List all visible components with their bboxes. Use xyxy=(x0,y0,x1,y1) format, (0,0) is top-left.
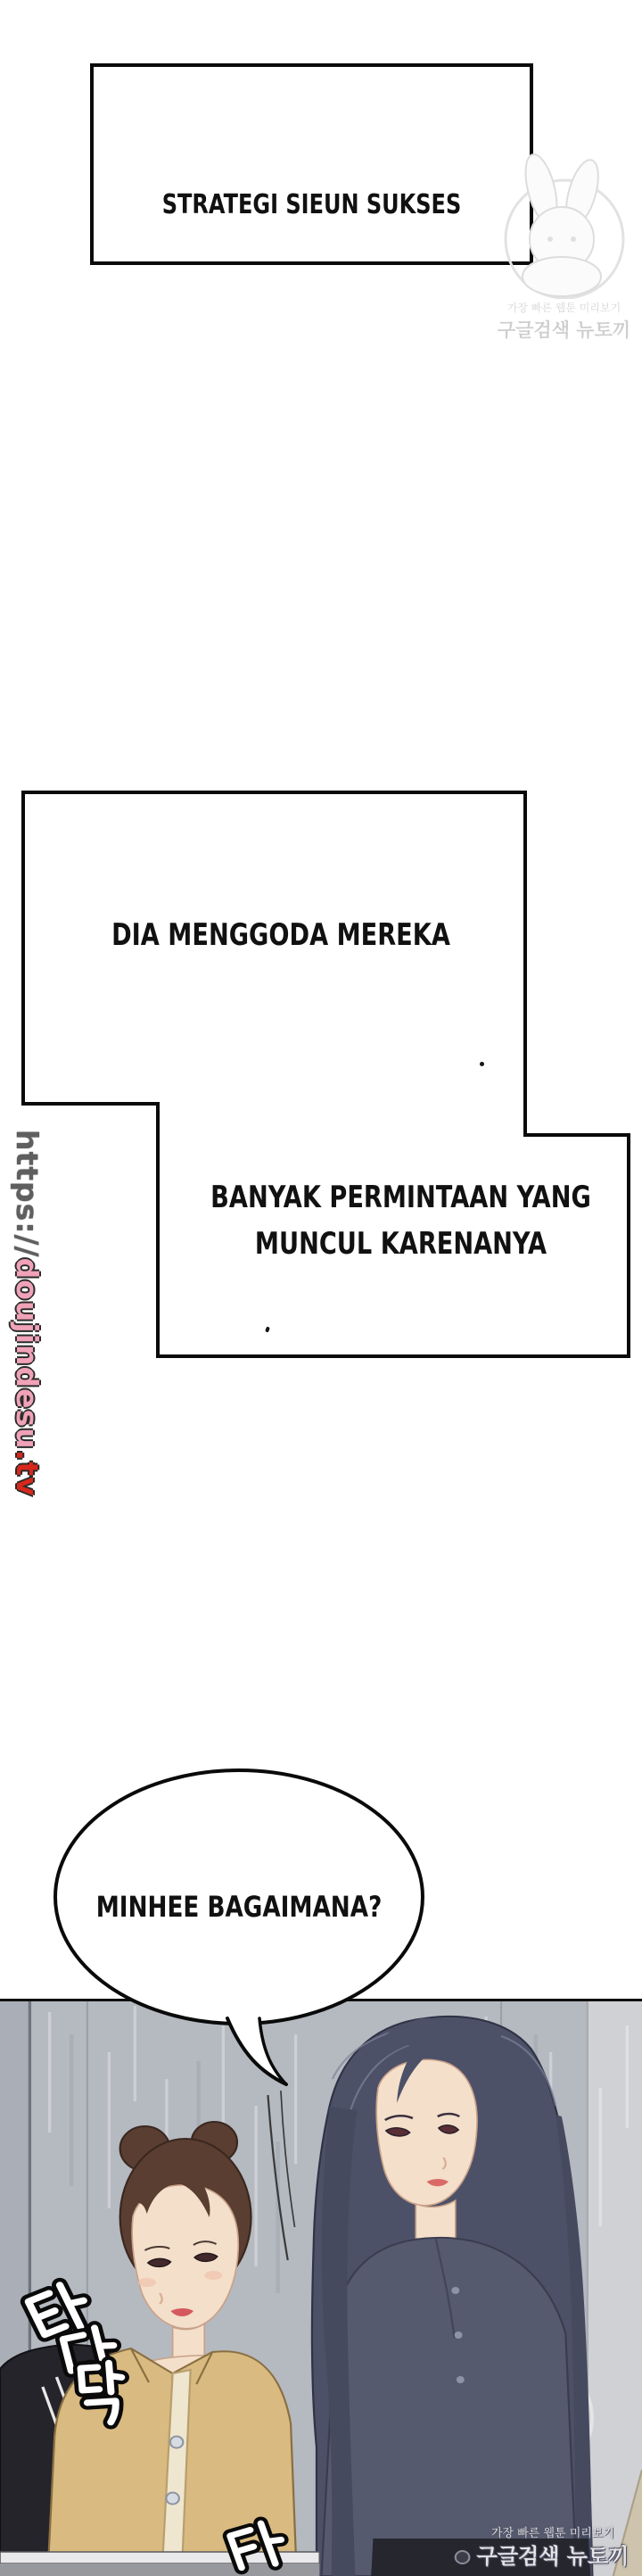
bunny-mascot-icon xyxy=(486,134,642,299)
caption-middle-upper-text: DIA MENGGODA MEREKA xyxy=(111,917,450,953)
caption-middle-lower-line2: MUNCUL KARENANYA xyxy=(254,1226,547,1262)
ink-speck xyxy=(480,1062,484,1066)
watermark-bottom-line2: 구글검색 뉴토끼 xyxy=(476,2544,630,2569)
watermark-bottom-line1: 가장 빠른 웹툰 미리보기 xyxy=(491,2527,614,2540)
speech-bubble-text: MINHEE BAGAIMANA? xyxy=(95,1890,383,1924)
speech-bubble xyxy=(36,1758,446,2097)
caption-middle-lower-text xyxy=(207,1174,596,1267)
caption-box-middle xyxy=(0,776,642,1371)
woman-long-hair-figure xyxy=(312,2017,592,2576)
caption-middle-lower-line1: BANYAK PERMINTAAN YANG xyxy=(210,1180,591,1215)
site-url-protocol: https:// xyxy=(10,1130,45,1258)
watermark-top-line2: 구글검색 뉴토끼 xyxy=(497,319,631,341)
watermark-top-line1: 가장 빠른 웹툰 미리보기 xyxy=(506,302,621,314)
site-url-watermark xyxy=(5,1130,45,1513)
watermark-top-right xyxy=(486,134,642,366)
caption-box-top xyxy=(90,63,533,265)
site-url-tld: .tv xyxy=(10,1449,45,1497)
site-url-domain: doujindesu xyxy=(10,1257,45,1450)
caption-top-text: STRATEGI SIEUN SUKSES xyxy=(161,189,462,220)
